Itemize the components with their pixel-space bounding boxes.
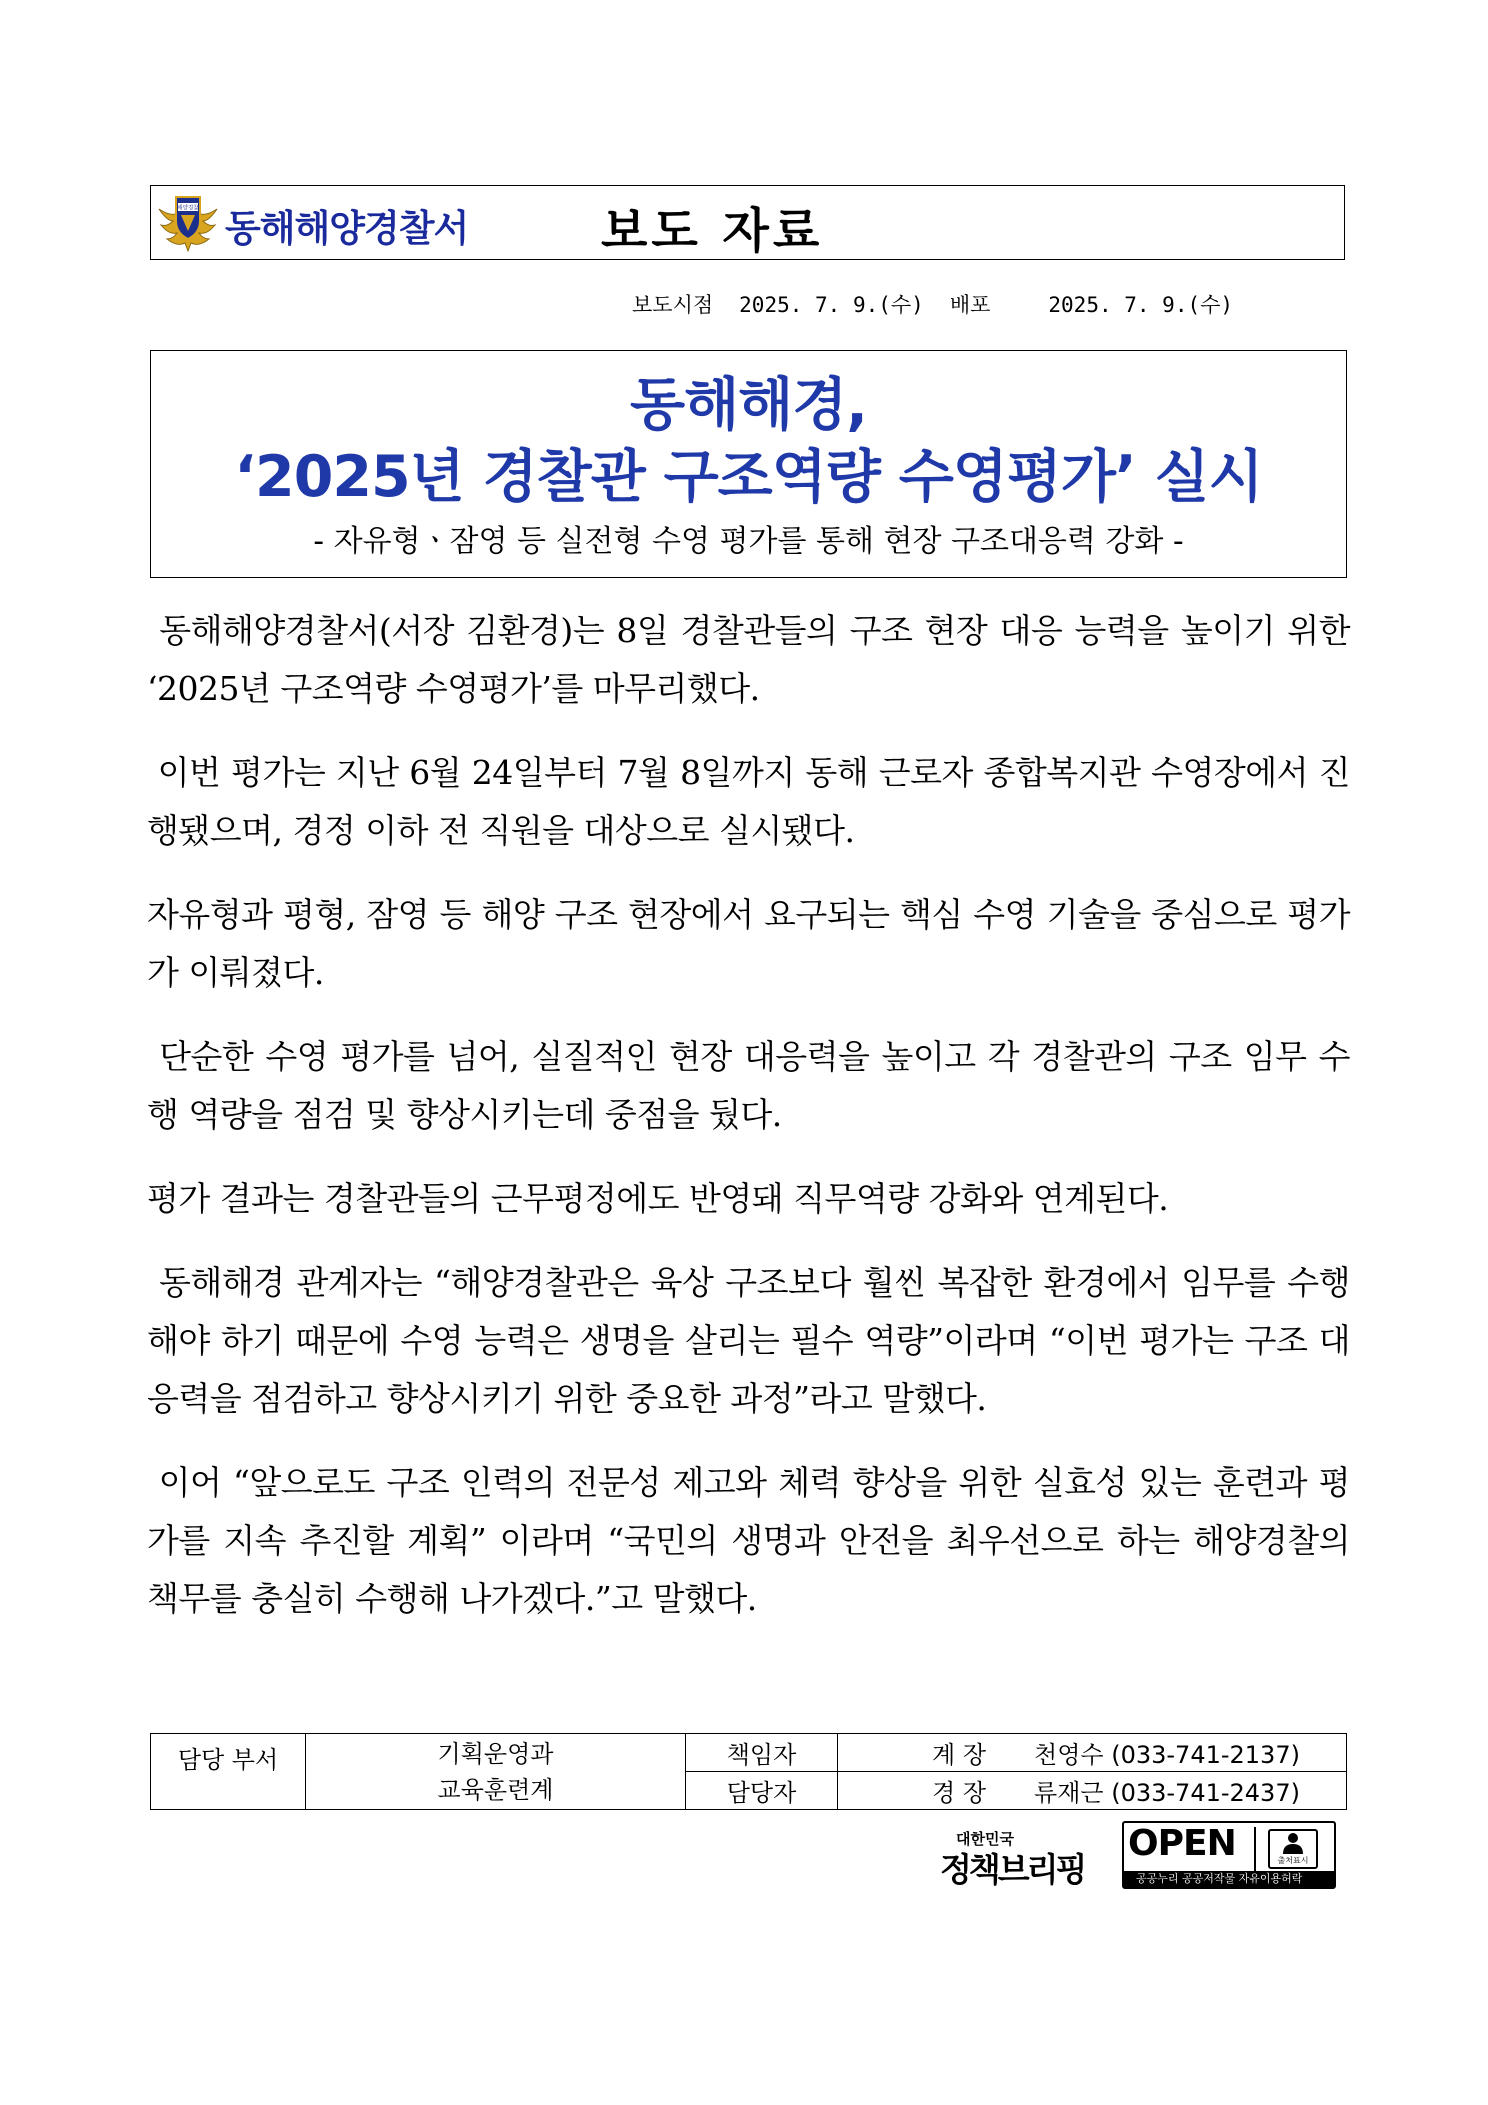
open-license-badge bbox=[1122, 1821, 1336, 1889]
org-name: 동해해양경찰서 bbox=[225, 207, 469, 250]
body-paragraph: 동해해경 관계자는 “해양경찰관은 육상 구조보다 훨씬 복잡한 환경에서 임무를 수행해야 하기 때문에 수영 능력은 생명을 살리는 필수 역량”이라며 “이번 평가는 구조 대응력을 점검하고 향상시키기 위한 중요한 과정”라고 말했다. bbox=[147, 1263, 1350, 1418]
position-label: 계 장 bbox=[932, 1741, 987, 1769]
distribution-date: 2025. 7. 9.(수) bbox=[1048, 293, 1234, 317]
coast-guard-emblem-icon bbox=[157, 191, 219, 255]
title-box bbox=[150, 350, 1347, 578]
release-date: 2025. 7. 9.(수) bbox=[739, 293, 924, 317]
person-cell bbox=[838, 1734, 1347, 1772]
subheadline: - 자유형ㆍ잠영 등 실전형 수영 평가를 통해 현장 구조대응력 강화 - bbox=[313, 524, 1184, 559]
person-icon bbox=[1270, 1831, 1316, 1855]
role-cell: 담당자 bbox=[686, 1772, 838, 1810]
position-label: 경 장 bbox=[932, 1779, 987, 1807]
divider bbox=[1254, 1827, 1256, 1871]
open-label: OPEN bbox=[1128, 1823, 1236, 1864]
dept-line2: 교육훈련계 bbox=[437, 1775, 554, 1804]
body-paragraph: 동해해양경찰서(서장 김환경)는 8일 경찰관들의 구조 현장 대응 능력을 높이기 위한 ‘2025년 구조역량 수영평가’를 마무리했다. bbox=[147, 611, 1350, 708]
body-paragraph: 이어 “앞으로도 구조 인력의 전문성 제고와 체력 향상을 위한 실효성 있는 훈련과 평가를 지속 추진할 계획” 이라며 “국민의 생명과 안전을 최우선으로 하는 해양경찰의 책무를 충실히 수행해 나가겠다.”고 말했다. bbox=[147, 1463, 1350, 1618]
distribution-label: 배포 bbox=[949, 293, 991, 317]
body-paragraph: 단순한 수영 평가를 넘어, 실질적인 현장 대응력을 높이고 각 경찰관의 구조 임무 수행 역량을 점검 및 향상시키는데 중점을 뒀다. bbox=[147, 1037, 1350, 1134]
article-body bbox=[147, 602, 1350, 1654]
table-row bbox=[151, 1734, 1347, 1772]
contact-person: 류재근 (033-741-2437) bbox=[1034, 1779, 1300, 1807]
person-cell bbox=[838, 1772, 1347, 1810]
emblem-text: 해양경찰 bbox=[177, 205, 199, 212]
contact-table bbox=[150, 1733, 1347, 1810]
attribution-label: 출처표시 bbox=[1277, 1856, 1309, 1865]
release-label: 보도시점 bbox=[632, 293, 714, 317]
body-paragraph: 이번 평가는 지난 6월 24일부터 7월 8일까지 동해 근로자 종합복지관 수영장에서 진행됐으며, 경정 이하 전 직원을 대상으로 실시됐다. bbox=[147, 753, 1350, 850]
headline-line1: 동해해경, bbox=[630, 372, 867, 438]
brief-big-text: 정책브리핑 bbox=[940, 1850, 1085, 1889]
role-cell: 책임자 bbox=[686, 1734, 838, 1772]
header-box bbox=[150, 185, 1345, 260]
dept-names bbox=[306, 1734, 686, 1810]
dept-label: 담당 부서 bbox=[151, 1734, 306, 1810]
open-caption: 공공누리 공공저작물 자유이용허락 bbox=[1124, 1871, 1334, 1887]
dateline bbox=[632, 289, 1233, 319]
attribution-icon bbox=[1268, 1829, 1318, 1869]
contact-person: 천영수 (033-741-2137) bbox=[1034, 1741, 1300, 1769]
brief-small-text: 대한민국 bbox=[956, 1830, 1014, 1848]
body-paragraph: 자유형과 평형, 잠영 등 해양 구조 현장에서 요구되는 핵심 수영 기술을 중심으로 평가가 이뤄졌다. bbox=[147, 895, 1350, 992]
body-paragraph: 평가 결과는 경찰관들의 근무평정에도 반영돼 직무역량 강화와 연계된다. bbox=[147, 1179, 1169, 1218]
headline-line2: ‘2025년 경찰관 구조역량 수영평가’ 실시 bbox=[234, 444, 1263, 510]
doc-type-title: 보도 자료 bbox=[601, 203, 824, 259]
dept-line1: 기획운영과 bbox=[437, 1739, 554, 1768]
